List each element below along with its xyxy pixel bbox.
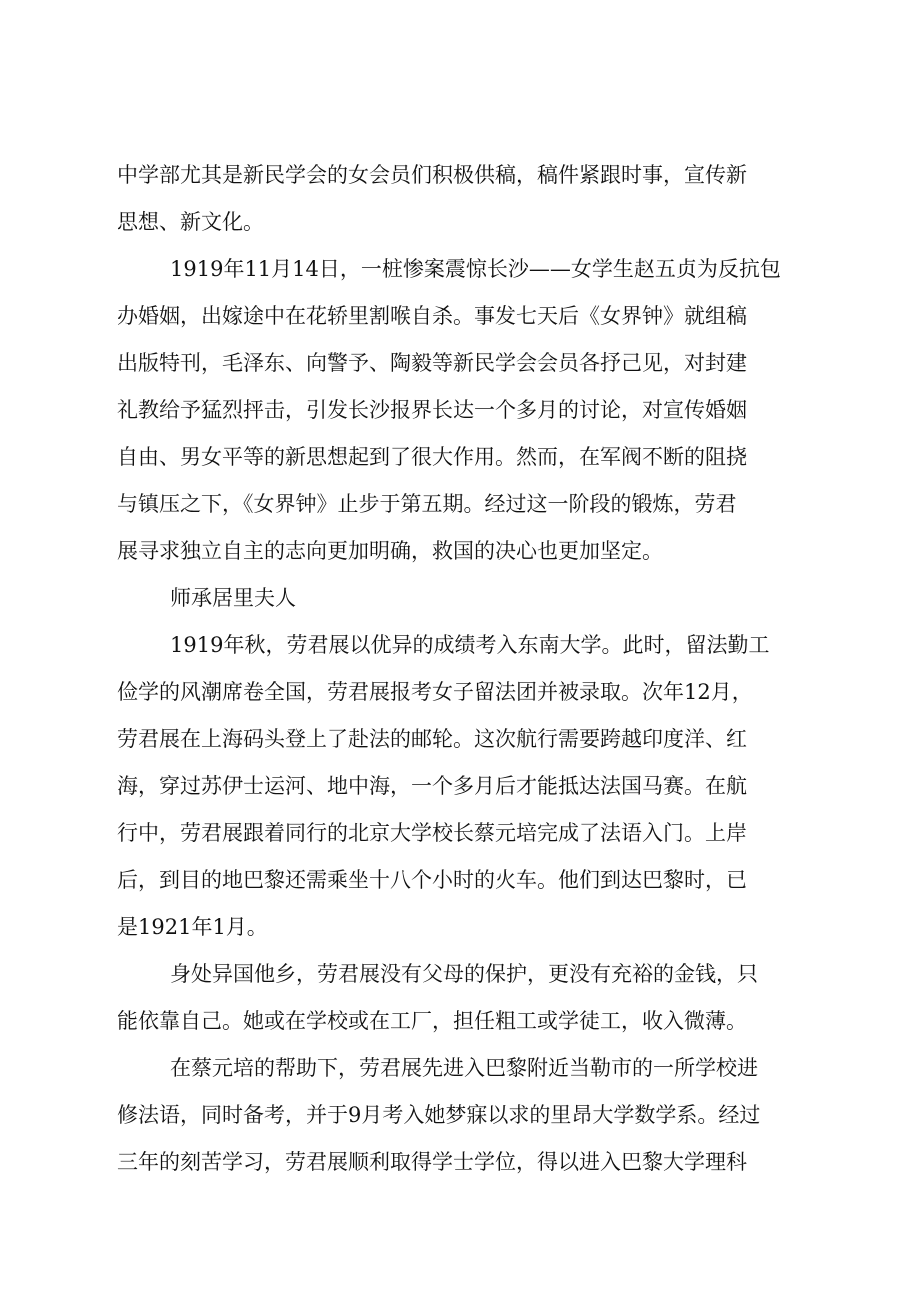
section-heading: 师承居里夫人 xyxy=(170,586,296,610)
text-line: 1919年11月14日，一桩惨案震惊长沙——女学生赵五贞为反抗包 xyxy=(170,257,781,281)
text-line: 行中，劳君展跟着同行的北京大学校长蔡元培完成了法语入门。上岸 xyxy=(117,821,747,845)
text-line: 劳君展在上海码头登上了赴法的邮轮。这次航行需要跨越印度洋、红 xyxy=(117,727,747,751)
text-line: 中学部尤其是新民学会的女会员们积极供稿，稿件紧跟时事，宣传新 xyxy=(117,163,747,187)
text-line: 修法语，同时备考，并于9月考入她梦寐以求的里昂大学数学系。经过 xyxy=(117,1103,761,1127)
text-line: 礼教给予猛烈抨击，引发长沙报界长达一个多月的讨论，对宣传婚姻 xyxy=(117,398,747,422)
text-line: 海，穿过苏伊士运河、地中海，一个多月后才能抵达法国马赛。在航 xyxy=(117,774,747,798)
text-line: 俭学的风潮席卷全国，劳君展报考女子留法团并被录取。次年12月， xyxy=(117,680,753,704)
text-line: 在蔡元培的帮助下，劳君展先进入巴黎附近当勒市的一所学校进 xyxy=(170,1056,758,1080)
text-line: 身处异国他乡，劳君展没有父母的保护，更没有充裕的金钱，只 xyxy=(170,962,758,986)
text-line: 三年的刻苦学习，劳君展顺利取得学士学位，得以进入巴黎大学理科 xyxy=(117,1150,747,1174)
text-line: 1919年秋，劳君展以优异的成绩考入东南大学。此时，留法勤工 xyxy=(170,633,770,657)
text-line: 能依靠自己。她或在学校或在工厂，担任粗工或学徒工，收入微薄。 xyxy=(117,1009,747,1033)
text-line: 思想、新文化。 xyxy=(117,210,264,234)
text-line: 自由、男女平等的新思想起到了很大作用。然而，在军阀不断的阻挠 xyxy=(117,445,747,469)
text-line: 办婚姻，出嫁途中在花轿里割喉自杀。事发七天后《女界钟》就组稿 xyxy=(117,304,747,328)
text-line: 与镇压之下，《女界钟》止步于第五期。经过这一阶段的锻炼，劳君 xyxy=(117,492,737,516)
text-line: 是1921年1月。 xyxy=(117,915,268,939)
text-line: 后，到目的地巴黎还需乘坐十八个小时的火车。他们到达巴黎时，已 xyxy=(117,868,747,892)
text-line: 展寻求独立自主的志向更加明确，救国的决心也更加坚定。 xyxy=(117,539,663,563)
text-line: 出版特刊，毛泽东、向警予、陶毅等新民学会会员各抒己见，对封建 xyxy=(117,351,747,375)
